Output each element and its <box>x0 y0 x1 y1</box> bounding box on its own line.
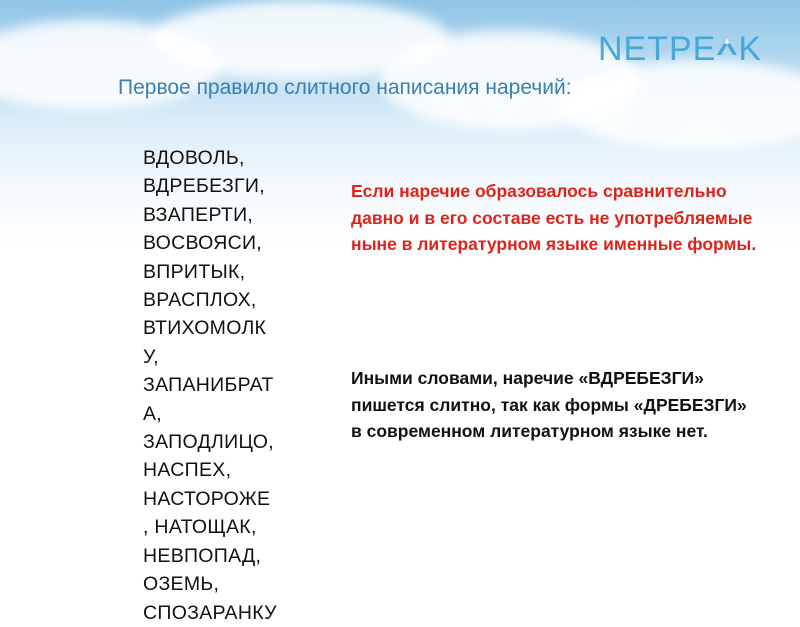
adverb-item: НАСТОРОЖЕ <box>143 487 271 510</box>
adverb-item: СПОЗАРАНКУ <box>143 601 277 624</box>
adverb-item: НАСПЕХ, <box>143 459 232 482</box>
adverb-item: ВПРИТЫК, <box>143 260 246 283</box>
page-title: Первое правило слитного написания наречий: <box>118 76 572 99</box>
adverb-item: НЕВПОПАД, <box>143 544 262 567</box>
adverb-item: ВРАСПЛОХ, <box>143 289 257 312</box>
netpeak-logo <box>598 30 762 69</box>
example-text: Иными словами, наречие «ВДРЕБЕЗГИ» пишется слитно, так как формы «ДРЕБЕЗГИ» в современном литературном языке нет. <box>351 368 747 441</box>
logo-text-end: K <box>738 30 762 68</box>
rule-text: Если наречие образовалось сравнительно давно и в его составе есть не употребляемые ныне в литературном языке именные формы. <box>351 181 757 254</box>
adverb-list <box>143 144 298 627</box>
adverb-item: ВТИХОМОЛК <box>143 317 267 340</box>
adverb-item: ВДРЕБЕЗГИ, <box>143 175 265 198</box>
adverb-item: ОЗЕМЬ, <box>143 573 220 596</box>
adverb-item: У, <box>143 345 159 368</box>
adverb-item: ЗАПАНИБРАТ <box>143 374 274 397</box>
adverb-item: ВЗАПЕРТИ, <box>143 203 254 226</box>
adverb-item: ВДОВОЛЬ, <box>143 147 245 169</box>
logo-text-start: NETPE <box>597 30 717 68</box>
adverb-item: , НАТОЩАК, <box>143 516 257 539</box>
adverb-item: А, <box>143 402 163 425</box>
adverb-item: ЗАПОДЛИЦО, <box>143 431 274 454</box>
mountain-peak-icon <box>716 30 738 58</box>
adverb-item: ВОСВОЯСИ, <box>143 232 263 255</box>
